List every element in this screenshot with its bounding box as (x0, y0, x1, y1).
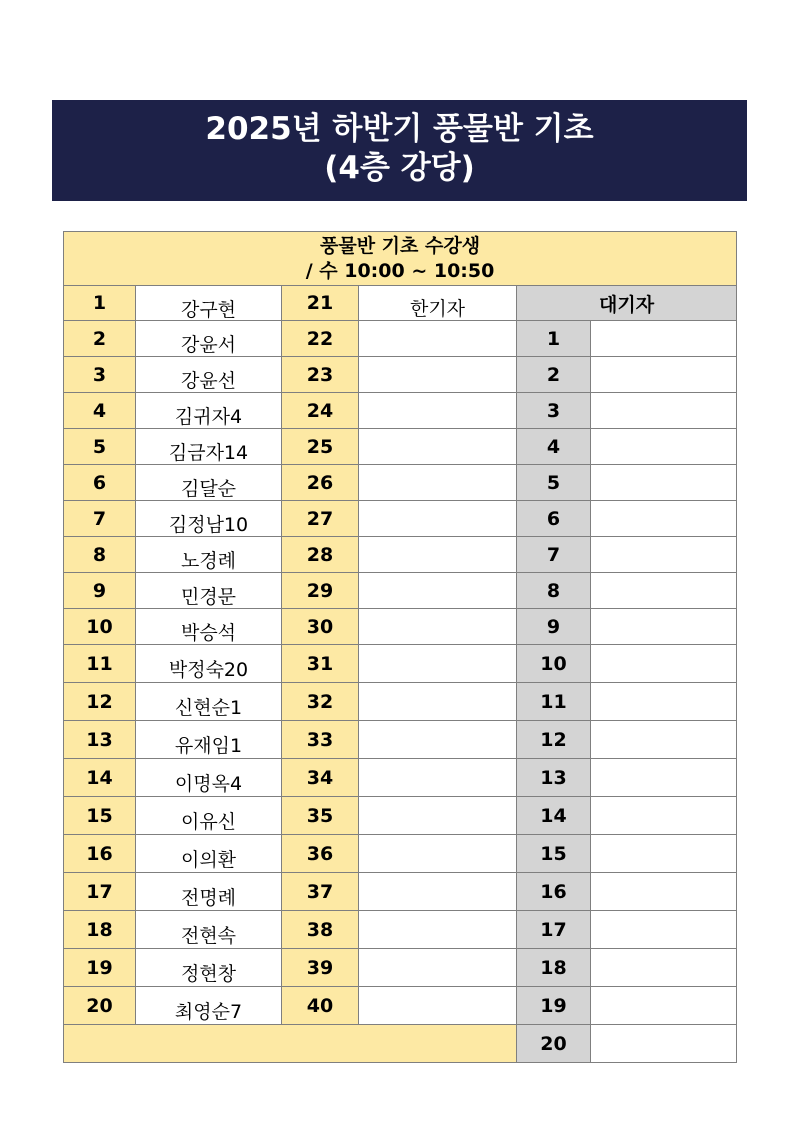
footer-filler (64, 1025, 517, 1063)
roster-number-text: 1 (92, 292, 107, 314)
waitlist-number-text: 9 (546, 615, 561, 638)
roster-number (64, 429, 136, 465)
roster-number (64, 683, 136, 721)
empty-name-cell (359, 987, 517, 1025)
roster-name-text: 김정남10 (168, 514, 249, 536)
roster-number (64, 987, 136, 1025)
waitlist-number-text: 15 (540, 842, 567, 865)
roster-name (136, 911, 282, 949)
empty-name-cell (359, 645, 517, 683)
second-number-text: 24 (306, 399, 334, 422)
roster-name-text: 신현순1 (174, 697, 243, 719)
waitlist-number (517, 759, 591, 797)
empty-name-cell (359, 573, 517, 609)
second-number (282, 987, 359, 1025)
waitlist-number (517, 873, 591, 911)
waitlist-name-cell (591, 949, 737, 987)
roster-number (64, 645, 136, 683)
second-number (282, 573, 359, 609)
roster-name-text: 김달순 (180, 478, 237, 500)
waitlist-name-cell (591, 987, 737, 1025)
table-row (64, 286, 737, 321)
waitlist-header-text: 대기자 (599, 293, 655, 316)
second-number (282, 911, 359, 949)
waitlist-name-cell (591, 721, 737, 759)
empty-name-cell (359, 873, 517, 911)
second-number (282, 393, 359, 429)
roster-name-text: 전현속 (180, 925, 237, 947)
header-class-title: 풍물반 기초 수강생 (320, 234, 481, 257)
roster-name-text: 김금자14 (168, 442, 249, 464)
second-number (282, 873, 359, 911)
table-row (64, 1025, 737, 1063)
roster-number (64, 721, 136, 759)
table-header-row (64, 232, 737, 286)
roster-number-text: 19 (86, 956, 113, 979)
roster-number (64, 759, 136, 797)
waitlist-name-cell (591, 609, 737, 645)
second-number-text: 21 (306, 292, 334, 314)
second-number-text: 25 (306, 435, 334, 458)
empty-name-cell (359, 609, 517, 645)
waitlist-number-text: 4 (546, 435, 561, 458)
second-number (282, 429, 359, 465)
title-line-1: 2025년 하반기 풍물반 기초 (205, 111, 594, 147)
waitlist-number (517, 537, 591, 573)
empty-name-cell (359, 721, 517, 759)
roster-number-text: 6 (92, 471, 107, 494)
second-number-text: 29 (306, 579, 334, 602)
roster-number-text: 2 (92, 327, 107, 350)
roster-name (136, 987, 282, 1025)
second-number-text: 22 (306, 327, 334, 350)
roster-number-text: 5 (92, 435, 107, 458)
roster-name (136, 609, 282, 645)
empty-name-cell (359, 683, 517, 721)
waitlist-name-cell (591, 501, 737, 537)
table-row (64, 429, 737, 465)
waitlist-number-text: 18 (540, 956, 567, 979)
table-row (64, 721, 737, 759)
second-number (282, 465, 359, 501)
second-number-text: 40 (306, 994, 334, 1017)
waitlist-number (517, 1025, 591, 1063)
waitlist-number-text: 6 (546, 507, 561, 530)
roster-name (136, 873, 282, 911)
roster-number (64, 797, 136, 835)
table-row (64, 949, 737, 987)
second-number (282, 683, 359, 721)
roster-name-text: 이유신 (180, 811, 237, 833)
empty-name-cell (359, 835, 517, 873)
roster-name (136, 321, 282, 357)
second-number-text: 28 (306, 543, 334, 566)
waitlist-name-cell (591, 797, 737, 835)
second-number-text: 36 (306, 842, 334, 865)
roster-name-text: 강구현 (180, 298, 237, 321)
roster-name (136, 759, 282, 797)
table-row (64, 797, 737, 835)
table-row (64, 465, 737, 501)
table-row (64, 987, 737, 1025)
roster-number (64, 537, 136, 573)
second-number (282, 721, 359, 759)
roster-name-text: 전명례 (180, 887, 237, 909)
second-number-text: 38 (306, 918, 334, 941)
roster-number (64, 321, 136, 357)
empty-name-cell (359, 357, 517, 393)
roster-name (136, 797, 282, 835)
roster-name-text: 이의환 (180, 849, 237, 871)
roster-number-text: 18 (86, 918, 113, 941)
empty-name-cell (359, 393, 517, 429)
waitlist-number (517, 393, 591, 429)
second-number-text: 37 (306, 880, 334, 903)
empty-name-cell (359, 429, 517, 465)
waitlist-name-cell (591, 1025, 737, 1063)
second-number (282, 609, 359, 645)
table-row (64, 911, 737, 949)
second-number-text: 32 (306, 690, 334, 713)
waitlist-number (517, 357, 591, 393)
waitlist-number (517, 573, 591, 609)
roster-table (63, 231, 737, 1063)
second-number (282, 949, 359, 987)
roster-number-text: 7 (92, 507, 107, 530)
roster-number-text: 4 (92, 399, 107, 422)
second-number (282, 797, 359, 835)
waitlist-number-text: 11 (540, 690, 567, 713)
roster-name (136, 573, 282, 609)
roster-number (64, 873, 136, 911)
roster-number-text: 20 (86, 994, 113, 1017)
roster-name-text: 박승석 (180, 622, 237, 644)
roster-number (64, 835, 136, 873)
roster-name-text: 강윤선 (180, 370, 237, 392)
waitlist-number-text: 17 (540, 918, 567, 941)
title-line-2: (4층 강당) (324, 150, 475, 186)
waitlist-header (517, 286, 737, 321)
waitlist-number-text: 5 (546, 471, 561, 494)
roster-name (136, 286, 282, 321)
table-row (64, 835, 737, 873)
roster-name (136, 537, 282, 573)
waitlist-number (517, 721, 591, 759)
waitlist-name-cell (591, 759, 737, 797)
waitlist-number (517, 645, 591, 683)
waitlist-number (517, 987, 591, 1025)
waitlist-name-cell (591, 357, 737, 393)
waitlist-number-text: 10 (540, 652, 567, 675)
waitlist-number (517, 797, 591, 835)
waitlist-number (517, 429, 591, 465)
roster-number-text: 16 (86, 842, 113, 865)
empty-name-cell (359, 797, 517, 835)
waitlist-number-text: 3 (546, 399, 561, 422)
hanki-label (359, 286, 517, 321)
roster-name-text: 유재임1 (174, 735, 243, 757)
empty-name-cell (359, 501, 517, 537)
roster-name (136, 393, 282, 429)
roster-name (136, 721, 282, 759)
second-number-text: 34 (306, 766, 334, 789)
table-row (64, 537, 737, 573)
second-number (282, 537, 359, 573)
roster-name-text: 강윤서 (180, 334, 237, 356)
roster-name-text: 노경례 (180, 550, 237, 572)
roster-number-text: 17 (86, 880, 113, 903)
roster-name-text: 최영순7 (174, 1001, 243, 1023)
second-number-text: 26 (306, 471, 334, 494)
waitlist-name-cell (591, 573, 737, 609)
waitlist-name-cell (591, 537, 737, 573)
waitlist-number-text: 19 (540, 994, 567, 1017)
waitlist-number (517, 949, 591, 987)
roster-name (136, 949, 282, 987)
waitlist-number-text: 8 (546, 579, 561, 602)
waitlist-name-cell (591, 911, 737, 949)
roster-name (136, 835, 282, 873)
waitlist-number-text: 14 (540, 804, 567, 827)
waitlist-name-cell (591, 465, 737, 501)
roster-name-text: 민경문 (180, 586, 237, 608)
waitlist-name-cell (591, 393, 737, 429)
roster-number-text: 14 (86, 766, 113, 789)
header-schedule: / 수 10:00 ~ 10:50 (305, 259, 495, 282)
roster-name (136, 429, 282, 465)
empty-name-cell (359, 537, 517, 573)
roster-number-text: 13 (86, 728, 113, 751)
waitlist-number-text: 16 (540, 880, 567, 903)
waitlist-number-text: 13 (540, 766, 567, 789)
waitlist-number-text: 2 (546, 363, 561, 386)
title-banner (52, 100, 747, 201)
second-number (282, 835, 359, 873)
waitlist-name-cell (591, 683, 737, 721)
second-number-text: 39 (306, 956, 334, 979)
roster-name-text: 박정숙20 (168, 659, 249, 681)
waitlist-name-cell (591, 645, 737, 683)
roster-number (64, 393, 136, 429)
roster-number-text: 11 (86, 652, 113, 675)
roster-number (64, 465, 136, 501)
second-number-text: 23 (306, 363, 334, 386)
roster-name (136, 501, 282, 537)
roster-number-text: 8 (92, 543, 107, 566)
second-number-text: 27 (306, 507, 334, 530)
roster-number-text: 10 (86, 615, 113, 638)
roster-name (136, 465, 282, 501)
second-number-text: 30 (306, 615, 334, 638)
empty-name-cell (359, 949, 517, 987)
table-row (64, 393, 737, 429)
second-number (282, 321, 359, 357)
waitlist-name-cell (591, 873, 737, 911)
roster-number-text: 9 (92, 579, 107, 602)
table-row (64, 683, 737, 721)
roster-name (136, 683, 282, 721)
waitlist-number (517, 835, 591, 873)
waitlist-name-cell (591, 321, 737, 357)
waitlist-number-text: 12 (540, 728, 567, 751)
waitlist-number (517, 683, 591, 721)
roster-name-text: 이명옥4 (174, 773, 243, 795)
waitlist-number-text: 20 (540, 1032, 567, 1055)
roster-name-text: 정현창 (180, 963, 237, 985)
second-number-text: 33 (306, 728, 334, 751)
empty-name-cell (359, 465, 517, 501)
empty-name-cell (359, 911, 517, 949)
roster-number (64, 286, 136, 321)
empty-name-cell (359, 321, 517, 357)
waitlist-number (517, 465, 591, 501)
table-row (64, 501, 737, 537)
waitlist-number (517, 609, 591, 645)
second-number (282, 286, 359, 321)
roster-number (64, 357, 136, 393)
table-row (64, 321, 737, 357)
hanki-label-text: 한기자 (409, 297, 466, 320)
waitlist-number-text: 1 (546, 327, 561, 350)
roster-name-text: 김귀자4 (174, 406, 243, 428)
roster-number-text: 12 (86, 690, 113, 713)
second-number (282, 645, 359, 683)
roster-name (136, 645, 282, 683)
roster-number-text: 15 (86, 804, 113, 827)
waitlist-number (517, 501, 591, 537)
table-row (64, 609, 737, 645)
roster-number (64, 911, 136, 949)
roster-name (136, 357, 282, 393)
roster-number (64, 501, 136, 537)
table-row (64, 759, 737, 797)
second-number (282, 357, 359, 393)
second-number (282, 759, 359, 797)
second-number-text: 31 (306, 652, 334, 675)
table-row (64, 357, 737, 393)
second-number-text: 35 (306, 804, 334, 827)
waitlist-number (517, 321, 591, 357)
table-row (64, 573, 737, 609)
waitlist-number (517, 911, 591, 949)
table-row (64, 645, 737, 683)
waitlist-name-cell (591, 429, 737, 465)
table-header (64, 232, 737, 286)
roster-number-text: 3 (92, 363, 107, 386)
roster-number (64, 949, 136, 987)
table-row (64, 873, 737, 911)
waitlist-name-cell (591, 835, 737, 873)
empty-name-cell (359, 759, 517, 797)
roster-number (64, 609, 136, 645)
second-number (282, 501, 359, 537)
roster-number (64, 573, 136, 609)
waitlist-number-text: 7 (546, 543, 561, 566)
